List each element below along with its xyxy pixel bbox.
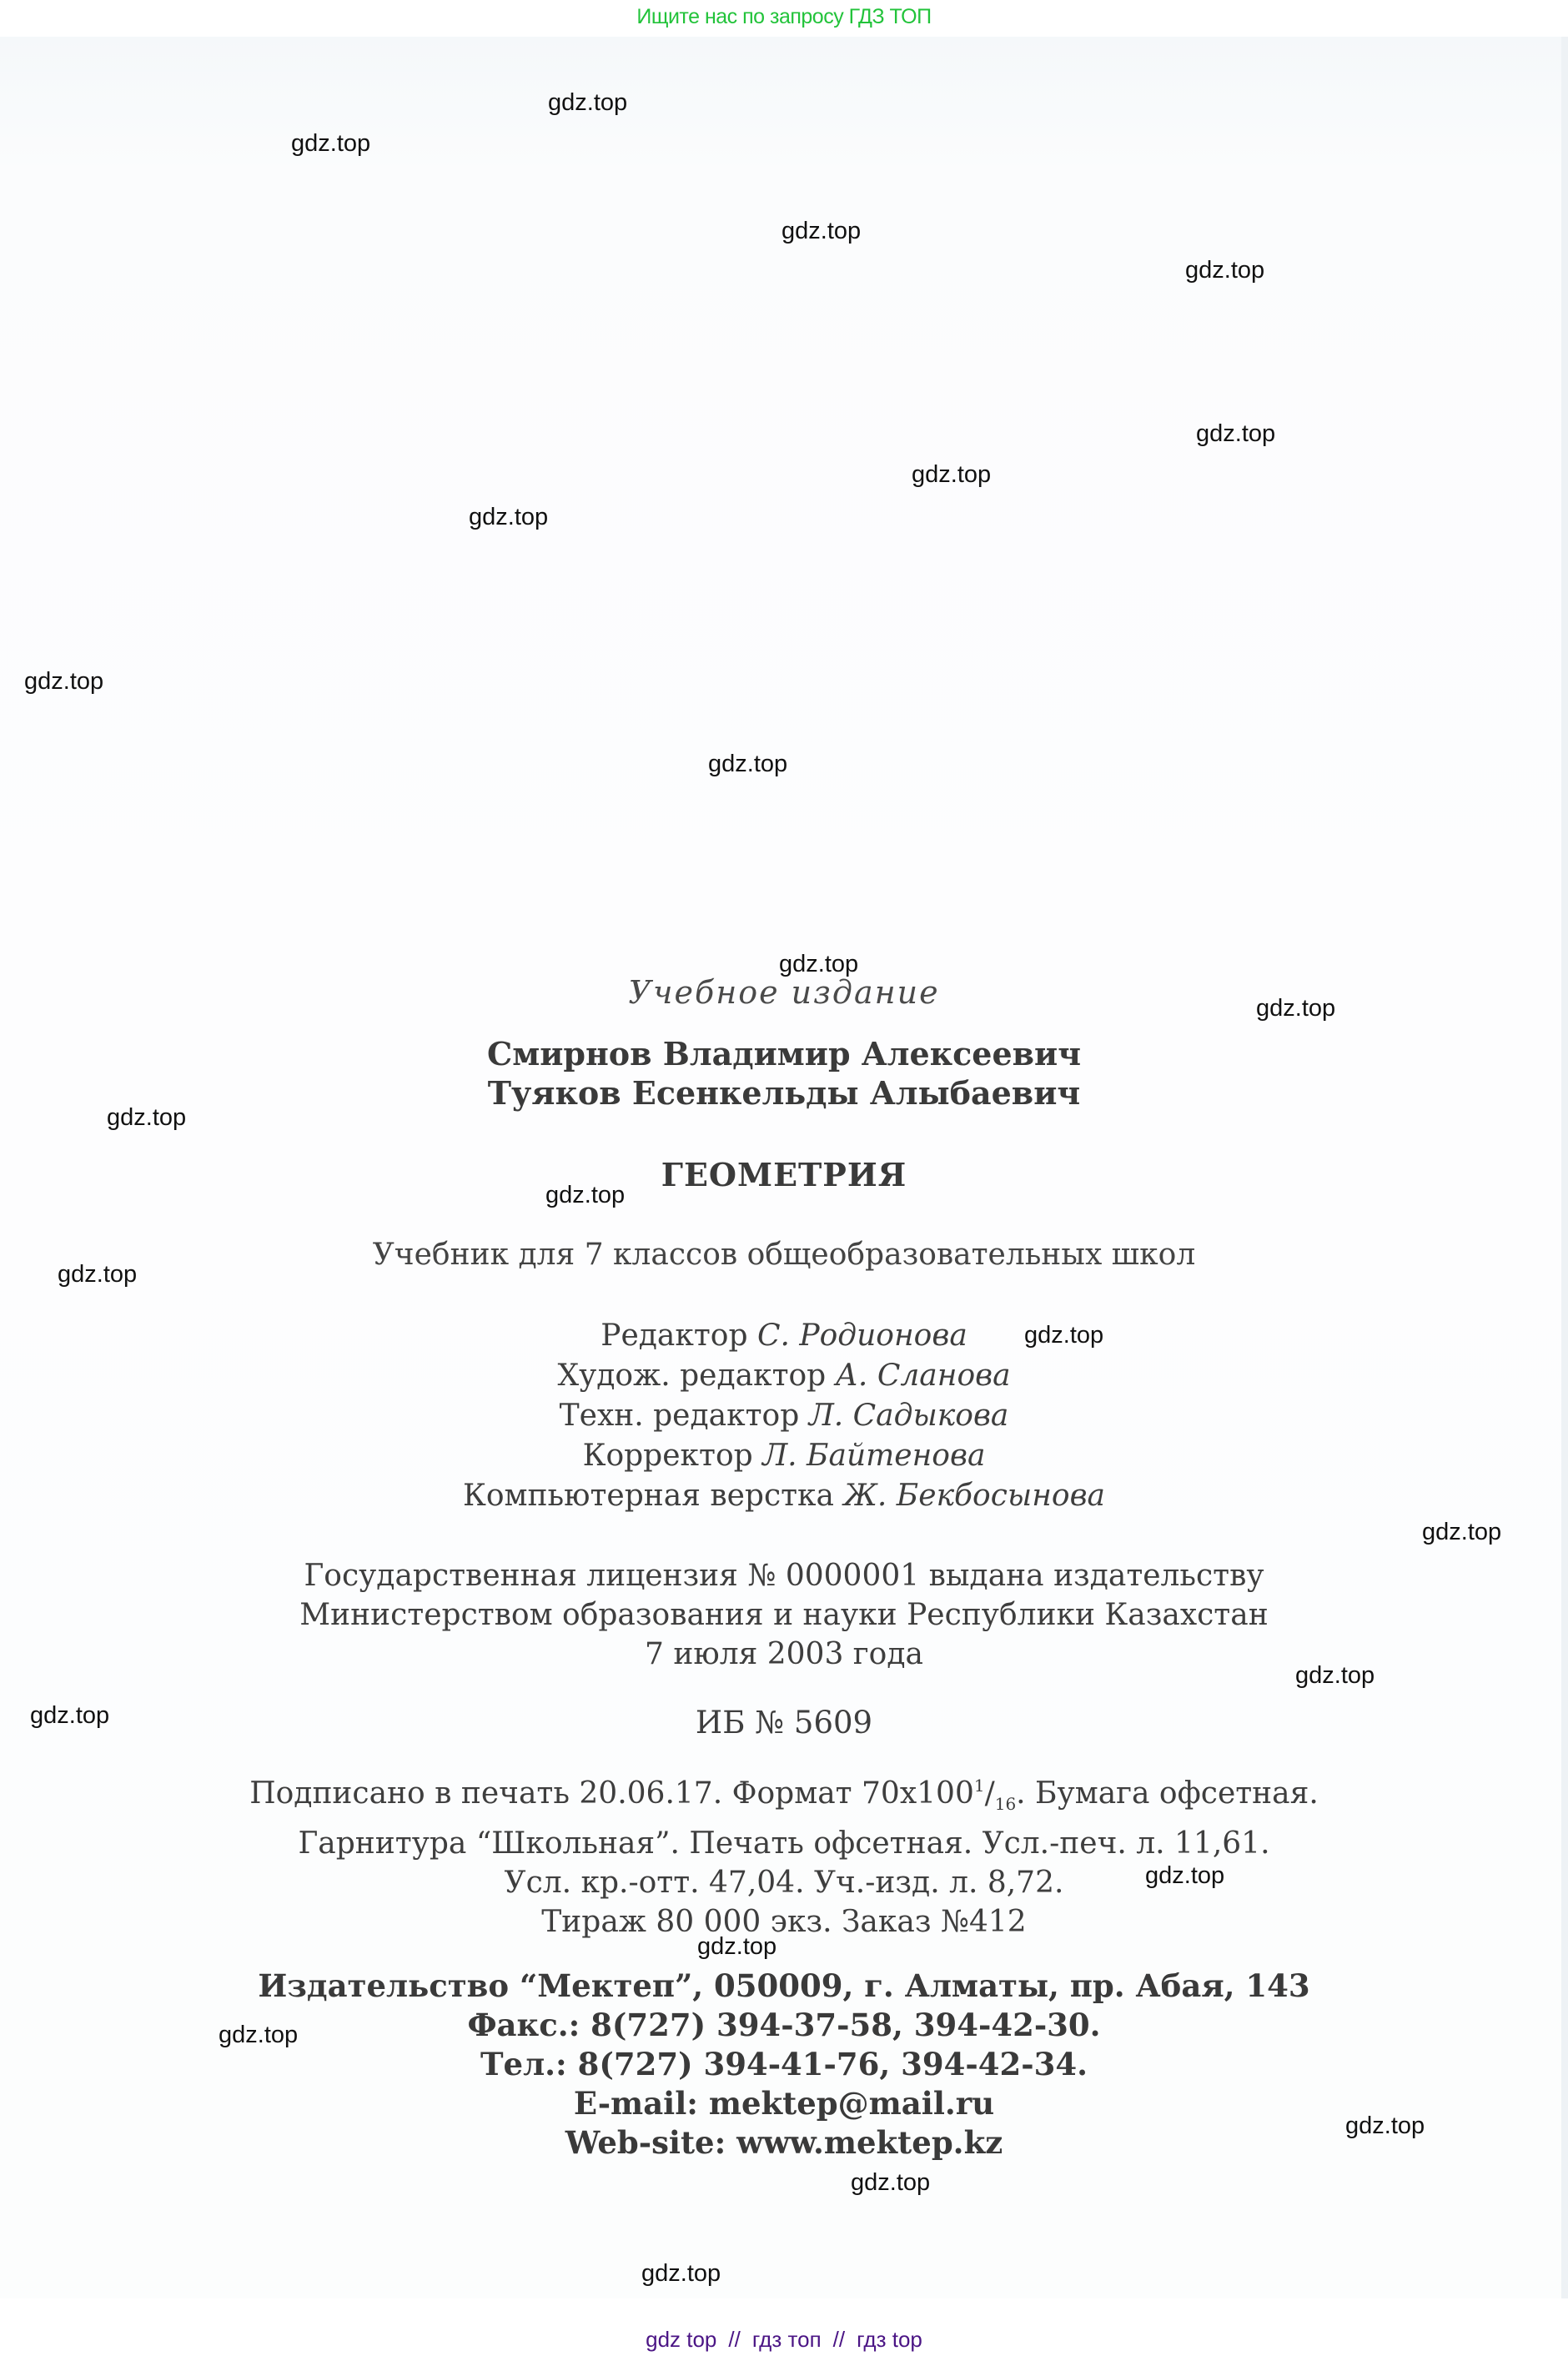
watermark-text: gdz.top — [781, 218, 862, 244]
footer-links — [0, 2327, 1568, 2353]
license-line-1: Государственная лицензия № 0000001 выдана издательству — [304, 1559, 1264, 1593]
authors — [0, 1034, 1568, 1113]
watermark-text: gdz.top — [1185, 257, 1265, 284]
print-line-3: Усл. кр.-отт. 47,04. Уч.-изд. л. 8,72. — [504, 1866, 1064, 1900]
watermark-text: gdz.top — [1196, 420, 1276, 447]
watermark-text: gdz.top — [545, 1182, 626, 1208]
license-line-3: 7 июля 2003 года — [645, 1637, 923, 1671]
watermark-text: gdz.top — [30, 1702, 110, 1729]
watermark-text: gdz.top — [58, 1261, 138, 1288]
book-title: ГЕОМЕТРИЯ — [661, 1156, 907, 1193]
watermark-text: gdz.top — [1345, 2112, 1425, 2139]
watermark-text: gdz.top — [291, 130, 371, 157]
publisher-email: E-mail: mektep@mail.ru — [573, 2085, 995, 2122]
watermark-text: gdz.top — [1256, 995, 1336, 1022]
watermark-text: gdz.top — [697, 1933, 777, 1960]
print-line-2: Гарнитура “Школьная”. Печать офсетная. Усл.-печ. л. 11,61. — [298, 1826, 1270, 1861]
publisher-info — [0, 1967, 1568, 2163]
license-info — [0, 1556, 1568, 1674]
edition-type: Учебное издание — [628, 974, 940, 1011]
credit-editor: Редактор С. Родионова — [601, 1319, 967, 1353]
credit-tech-editor: Техн. редактор Л. Садыкова — [559, 1399, 1009, 1433]
watermark-text: gdz.top — [107, 1104, 187, 1131]
print-line-4: Тираж 80 000 экз. Заказ №412 — [541, 1905, 1027, 1939]
top-banner — [0, 0, 1568, 33]
publisher-website: Web-site: www.mektep.kz — [565, 2124, 1003, 2161]
watermark-text: gdz.top — [1024, 1322, 1104, 1349]
print-info — [0, 1766, 1568, 1942]
watermark-text: gdz.top — [1295, 1662, 1375, 1689]
watermark-text: gdz.top — [24, 668, 104, 695]
watermark-text: gdz.top — [1422, 1519, 1502, 1545]
book-description: Учебник для 7 классов общеобразовательных школ — [372, 1238, 1196, 1272]
publisher-fax: Факс.: 8(727) 394-37-58, 394-42-30. — [467, 2007, 1101, 2043]
ib-number: ИБ № 5609 — [695, 1705, 873, 1741]
footer-link-3[interactable]: гдз top — [857, 2327, 922, 2352]
watermark-text: gdz.top — [851, 2169, 931, 2196]
publisher-phone: Тел.: 8(727) 394-41-76, 394-42-34. — [480, 2046, 1088, 2082]
credit-layout: Компьютерная верстка Ж. Бекбосынова — [463, 1479, 1105, 1513]
footer-link-1[interactable]: gdz top — [646, 2327, 717, 2352]
credit-art-editor: Худож. редактор А. Сланова — [557, 1359, 1011, 1393]
author-2: Туяков Есенкельды Алыбаевич — [487, 1074, 1081, 1112]
watermark-text: gdz.top — [708, 751, 788, 777]
author-1: Смирнов Владимир Алексеевич — [486, 1035, 1082, 1072]
watermark-text: gdz.top — [219, 2022, 299, 2048]
publisher-address: Издательство “Мектеп”, 050009, г. Алматы, пр. Абая, 143 — [258, 1967, 1310, 2004]
footer-separator: // — [832, 2327, 846, 2352]
watermark-text: gdz.top — [1145, 1862, 1225, 1889]
watermark-text: gdz.top — [779, 951, 859, 977]
credits — [0, 1316, 1568, 1516]
watermark-text: gdz.top — [641, 2260, 721, 2287]
watermark-text: gdz.top — [548, 89, 628, 116]
print-line-1: Подписано в печать 20.06.17. Формат $70х100^1/_{16}$. Бумага офсетная. — [249, 1776, 1319, 1814]
footer-link-2[interactable]: гдз топ — [751, 2327, 822, 2352]
license-line-2: Министерством образования и науки Республики Казахстан — [299, 1598, 1269, 1632]
watermark-text: gdz.top — [469, 504, 549, 530]
footer-separator: // — [728, 2327, 741, 2352]
credit-proofreader: Корректор Л. Байтенова — [582, 1439, 986, 1473]
banner-text: Ищите нас по запросу ГДЗ ТОП — [636, 5, 932, 28]
watermark-text: gdz.top — [912, 461, 992, 488]
